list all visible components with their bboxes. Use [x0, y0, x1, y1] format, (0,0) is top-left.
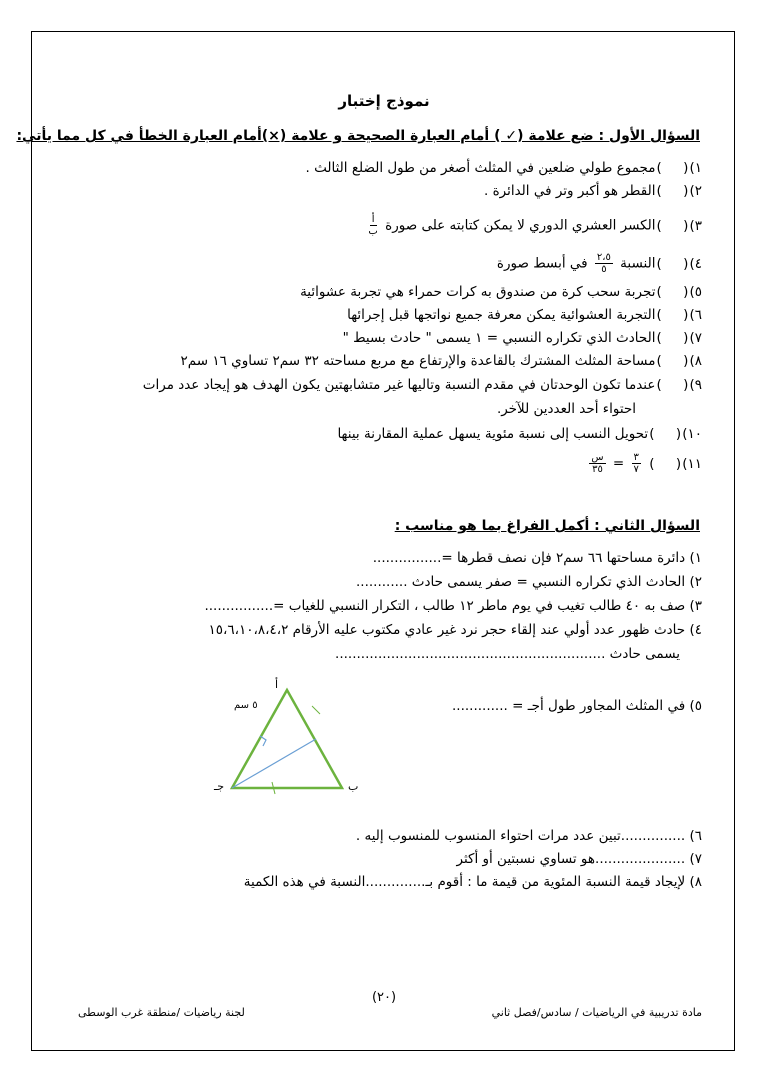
q2-item-4: ٤) حادث ظهور عدد أولي عند إلقاء حجر نرد غير عادي مكتوب عليه الأرقام ١٥،٦،١٠،٨،٤،٢ [208, 622, 702, 638]
q2-item-4-continued: يسمى حادث ............................................................... [335, 646, 680, 662]
q2-item-7: ٧) .....................هو تساوي نسبتين أو أكثر [456, 851, 702, 867]
page-number: (٢٠) [371, 990, 397, 1005]
q1-item-4: ٤)( )النسبة $\frac{٢،٥}{٥}$ في أبسط صورة [496, 252, 702, 275]
page-title: نموذج إختبار [338, 92, 430, 110]
q1-item-10: ١٠)( )تحويل النسب إلى نسبة مئوية يسهل عملية المقارنة بينها [337, 426, 702, 442]
q1-item-8: ٨)( )مساحة المثلث المشترك بالقاعدة والإرتفاع مع مربع مساحته ٣٢ سم٢ تساوي ١٦ سم٢ [180, 353, 702, 369]
question-2-heading: السؤال الثاني : أكمل الفراغ بما هو مناسب : [394, 518, 700, 534]
q1-item-1: ١)( )مجموع طولي ضلعين في المثلث أصغر من طول الضلع الثالث . [305, 160, 702, 176]
q2-item-8: ٨) لإيجاد قيمة النسبة المئوية من قيمة ما : أقوم بـ..............النسبة في هذه الكمية [243, 874, 702, 890]
q1-item-9-continued: احتواء أحد العددين للآخر. [496, 401, 636, 417]
q1-item-2: ٢)( )القطر هو أكبر وتر في الدائرة . [483, 183, 702, 199]
q2-item-6: ٦) ...............تبين عدد مرات احتواء المنسوب للمنسوب إليه . [355, 828, 702, 844]
vertex-label-top: أ [275, 678, 279, 691]
q2-item-3: ٣) صف به ٤٠ طالب تغيب في يوم ماطر ١٢ طالب ، التكرار النسبي للغياب =................ [204, 598, 702, 614]
q1-item-5: ٥)( )تجربة سحب كرة من صندوق به كرات حمراء هي تجربة عشوائية [300, 284, 702, 300]
triangle-figure [214, 678, 380, 798]
question-1-heading: السؤال الأول : ضع علامة (✓ ) أمام العبارة الصحيحة و علامة (×)أمام العبارة الخطأ في كل مما يأتي: [16, 128, 700, 144]
q1-item-6: ٦)( )التجربة العشوائية يمكن معرفة جميع نواتجها قبل إجرائها [347, 307, 702, 323]
vertex-label-left: جـ [214, 780, 225, 793]
footer-left: لجنة رياضيات /منطقة غرب الوسطى [78, 1006, 245, 1019]
tick-mark-2 [312, 706, 320, 714]
q1-item-3: ٣)( )الكسر العشري الدوري لا يمكن كتابته على صورة $\frac{\text{أ}}{\text{ب}}$ [368, 214, 702, 237]
side-length-label: ٥ سم [234, 700, 258, 711]
q1-item-7: ٧)( )الحادث الذي تكراره النسبي = ١ يسمى " حادث بسيط " [342, 330, 702, 346]
q2-item-2: ٢) الحادث الذي تكراره النسبي = صفر يسمى حادث ............ [356, 574, 702, 590]
q1-item-11: ١١)( ) $\frac{٣}{٧}$ = $\frac{\text{س}}{٣٥}$ [591, 452, 702, 475]
q2-item-5: ٥) في المثلث المجاور طول أجـ = ............. [452, 698, 702, 714]
vertex-label-right: ب [348, 780, 359, 793]
q2-item-1: ١) دائرة مساحتها ٦٦ سم٢ فإن نصف قطرها =................ [372, 550, 702, 566]
q1-item-9: ٩)( )عندما تكون الوحدتان في مقدم النسبة وتاليها غير متشابهتين يكون الهدف هو إيجاد عدد مرات [142, 377, 702, 393]
footer-right: مادة تدريبية في الرياضيات / سادس/فصل ثاني [491, 1006, 702, 1019]
